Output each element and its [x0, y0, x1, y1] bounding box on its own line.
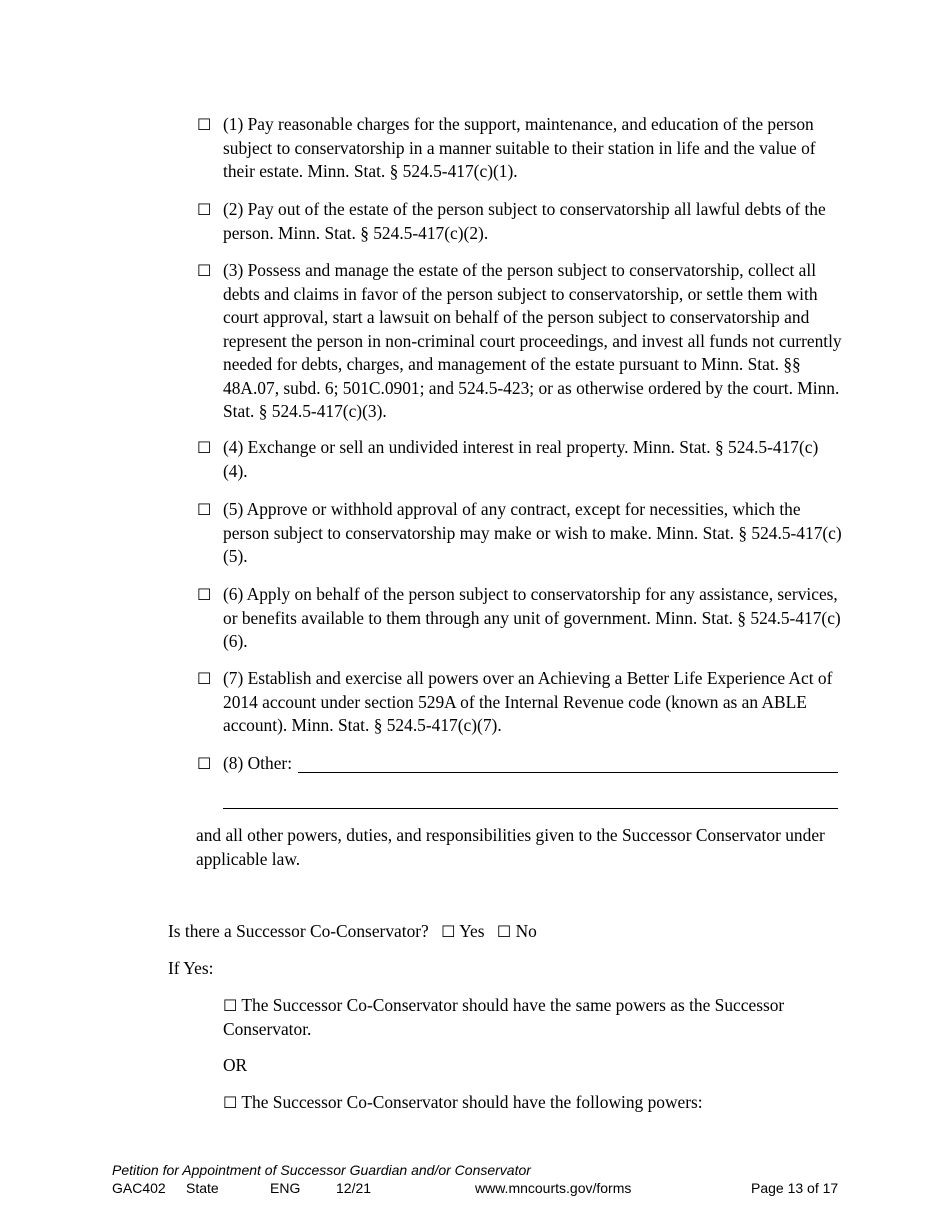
- power-7-checkbox[interactable]: ☐: [197, 669, 212, 688]
- power-item-3: [197, 259, 842, 424]
- co-conservator-row: [168, 920, 537, 944]
- no-label: No: [515, 921, 537, 941]
- power-item-6: [197, 583, 842, 654]
- footer-website[interactable]: www.mncourts.gov/forms: [475, 1180, 632, 1196]
- power-4-text: (4) Exchange or sell an undivided interest in real property. Minn. Stat. § 524.5-417(c)(4).: [223, 437, 819, 481]
- same-powers-checkbox[interactable]: ☐: [223, 996, 238, 1015]
- same-powers-option: [223, 994, 838, 1041]
- footer-form-code: GAC402: [112, 1180, 166, 1196]
- power-3-text: (3) Possess and manage the estate of the person subject to conservatorship, collect all debts and claims in favor of the person subject to conservatorship, or settle them with court approval, start a lawsuit on behalf of the person subject to conservatorship and represent the person in non-criminal court proceedings, and invest all funds not currently needed for debts, charges, and management of the estate pursuant to Minn. Stat. §§ 48A.07, subd. 6; 501C.0901; and 524.5-423; or as otherwise ordered by the court. Minn. Stat. § 524.5-417(c)(3).: [223, 260, 842, 421]
- other-input-line-1[interactable]: [298, 772, 838, 773]
- or-label: OR: [223, 1055, 248, 1075]
- power-7-text: (7) Establish and exercise all powers over an Achieving a Better Life Experience Act of 2014 account under section 529A of the Internal Revenue code (known as an ABLE account). Minn. Stat. § 524.5-417(c)(7).: [223, 668, 833, 735]
- closing-paragraph: and all other powers, duties, and responsibilities given to the Successor Conservator under applicable law.: [196, 825, 825, 869]
- yes-checkbox[interactable]: ☐: [441, 922, 456, 941]
- footer-jurisdiction: State: [186, 1180, 219, 1196]
- footer-language: ENG: [270, 1180, 301, 1196]
- footer-page-number: Page 13 of 17: [751, 1180, 839, 1196]
- footer-revision: 12/21: [336, 1180, 372, 1196]
- power-2-text: (2) Pay out of the estate of the person subject to conservatorship all lawful debts of the person. Minn. Stat. § 524.5-417(c)(2).: [223, 199, 826, 243]
- other-label: (8) Other:: [223, 753, 293, 773]
- power-5-text: (5) Approve or withhold approval of any contract, except for necessities, which the person subject to conservatorship may make or wish to make. Minn. Stat. § 524.5-417(c)(5).: [223, 499, 842, 566]
- following-powers-option: [223, 1091, 838, 1115]
- other-input-line-2[interactable]: [223, 808, 838, 809]
- co-conservator-question: Is there a Successor Co-Conservator?: [168, 921, 429, 941]
- footer-form-title: Petition for Appointment of Successor Guardian and/or Conservator: [112, 1162, 531, 1178]
- power-item-1: [197, 113, 842, 184]
- yes-label: Yes: [459, 921, 485, 941]
- no-checkbox[interactable]: ☐: [496, 922, 512, 941]
- power-item-7: [197, 667, 842, 738]
- power-3-checkbox[interactable]: ☐: [197, 261, 212, 280]
- power-item-4: [197, 436, 842, 483]
- following-powers-text: The Successor Co-Conservator should have the following powers:: [241, 1092, 703, 1112]
- power-4-checkbox[interactable]: ☐: [197, 438, 212, 457]
- power-2-checkbox[interactable]: ☐: [197, 200, 212, 219]
- power-item-5: [197, 498, 842, 569]
- following-powers-checkbox[interactable]: ☐: [223, 1093, 238, 1112]
- same-powers-text: The Successor Co-Conservator should have the same powers as the Successor Conservator.: [223, 995, 785, 1039]
- power-6-checkbox[interactable]: ☐: [197, 585, 212, 604]
- power-5-checkbox[interactable]: ☐: [197, 500, 212, 519]
- if-yes-label: If Yes:: [168, 958, 214, 978]
- power-1-text: (1) Pay reasonable charges for the support, maintenance, and education of the person subject to conservatorship in a manner suitable to their station in life and the value of their estate. Minn. Stat. § 524.5-417(c)(1).: [223, 114, 816, 181]
- power-item-2: [197, 198, 842, 245]
- power-6-text: (6) Apply on behalf of the person subject to conservatorship for any assistance, services, or benefits available to them through any unit of government. Minn. Stat. § 524.5-417(c)(6).: [223, 584, 841, 651]
- power-1-checkbox[interactable]: ☐: [197, 115, 212, 134]
- power-8-checkbox[interactable]: ☐: [197, 754, 212, 773]
